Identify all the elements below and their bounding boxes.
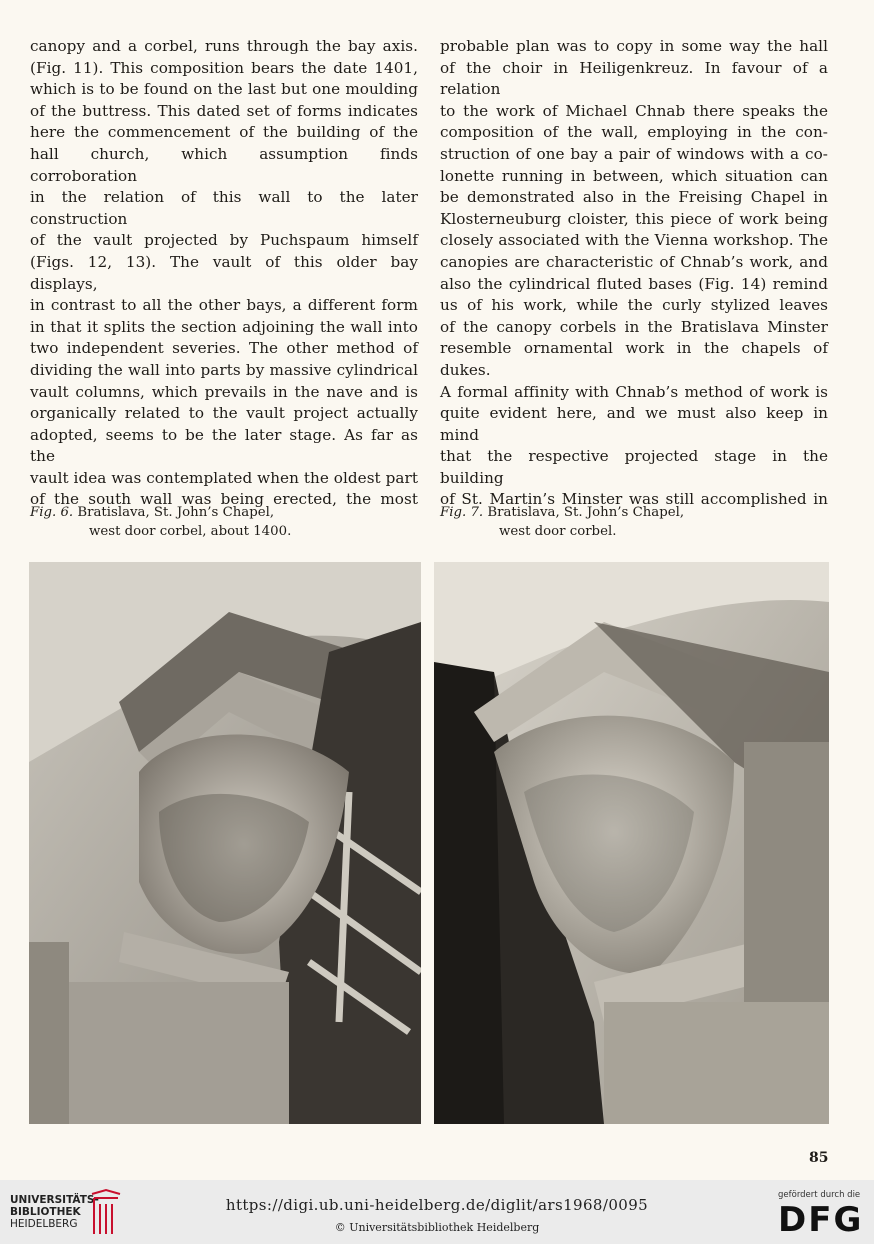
figure-7-caption [440, 503, 684, 541]
figure-6-caption [30, 503, 291, 541]
figure-7-caption-line1: Bratislava, St. John’s Chapel, [487, 505, 685, 520]
copyright-notice: © Universitätsbibliothek Heidelberg [334, 1221, 540, 1234]
right_column-line: quite evident here, and we must also keep in mind [440, 404, 828, 444]
left_column-line: two independent severies. The other method of [30, 339, 418, 358]
library-name-line3: HEIDELBERG [10, 1218, 78, 1230]
left_column-line: (Fig. 11). This composition bears the date 1401, [30, 58, 418, 77]
left_column-line: (Figs. 12, 13). The vault of this older bay displays, [30, 252, 418, 293]
figure-6-caption-line1: Bratislava, St. John’s Chapel, [77, 505, 275, 520]
figure-6-photo [29, 562, 421, 1124]
right_column-line: Klosterneuburg cloister, this piece of work being [440, 209, 828, 228]
left_column-line: in that it splits the section adjoining the wall into [30, 317, 418, 336]
right_column-line: be demonstrated also in the Freising Chapel in [440, 188, 828, 207]
right_column-line: lonette running in between, which situation can [440, 166, 828, 185]
left_column-line: dividing the wall into parts by massive cylindrical [30, 360, 418, 379]
left_column-line: organically related to the vault project actually [30, 404, 418, 423]
right_column-line: that the respective projected stage in the building [440, 447, 828, 487]
right-text-column [440, 36, 828, 511]
library-name-line2: BIBLIOTHEK [10, 1206, 81, 1218]
left_column-line: of the buttress. This dated set of forms indicates [30, 101, 418, 120]
left_column-line: vault columns, which prevails in the nave and is [30, 382, 418, 401]
right_column-line: us of his work, while the curly stylized leaves [440, 296, 828, 315]
figure-6-label: Fig. 6. [30, 505, 74, 520]
left_column-line: which is to be found on the last but one moulding [30, 80, 418, 99]
left_column-line: here the commencement of the building of the [30, 123, 418, 142]
dfg-logo: DFG [778, 1200, 864, 1240]
left_column-line: vault idea was contemplated when the oldest part [30, 468, 418, 487]
right_column-line: struction of one bay a pair of windows with a co- [440, 144, 828, 163]
left_column-line: of the vault projected by Puchspaum himself [30, 231, 418, 250]
left_column-line: of the south wall was being erected, the most [30, 490, 418, 509]
right_column-line: resemble ornamental work in the chapels of dukes. [440, 339, 828, 379]
right_column-line: of St. Martin’s Minster was still accomplished in [440, 490, 828, 509]
right_column-line: of the choir in Heiligenkreuz. In favour of a relation [440, 58, 828, 99]
right_column-line: A formal affinity with Chnab’s method of work is [440, 382, 828, 401]
right_column-line: probable plan was to copy in some way the hall [440, 37, 828, 55]
page-number: 85 [809, 1150, 829, 1166]
right_column-line: to the work of Michael Chnab there speaks the [440, 101, 828, 120]
figure-7-photo [434, 562, 829, 1124]
permalink-url[interactable]: https://digi.ub.uni-heidelberg.de/diglit/ars1968/0095 [225, 1196, 649, 1214]
left_column-line: canopy and a corbel, runs through the bay axis. [30, 37, 418, 55]
figure-7-label: Fig. 7. [440, 505, 484, 520]
right_column-line: of the canopy corbels in the Bratislava Minster [440, 317, 828, 336]
right_column-line: canopies are characteristic of Chnab’s work, and [440, 252, 828, 271]
figure-6-caption-line2: west door corbel, about 1400. [89, 524, 292, 539]
figure-7-caption-line2: west door corbel. [499, 524, 617, 539]
left-text-column [30, 36, 418, 511]
right_column-line: closely associated with the Vienna workshop. The [440, 231, 828, 250]
library-name-line1: UNIVERSITÄTS- [10, 1194, 99, 1206]
right_column-line: also the cylindrical fluted bases (Fig. 14) remind [440, 274, 828, 293]
left_column-line: hall church, which assumption finds corroboration [30, 144, 418, 185]
left_column-line: in the relation of this wall to the later construction [30, 188, 418, 228]
left_column-line: in contrast to all the other bays, a different form [30, 296, 418, 315]
left_column-line: adopted, seems to be the later stage. As far as the [30, 425, 418, 466]
right_column-line: composition of the wall, employing in the con- [440, 123, 828, 142]
funded-by-label: gefördert durch die [778, 1190, 861, 1200]
